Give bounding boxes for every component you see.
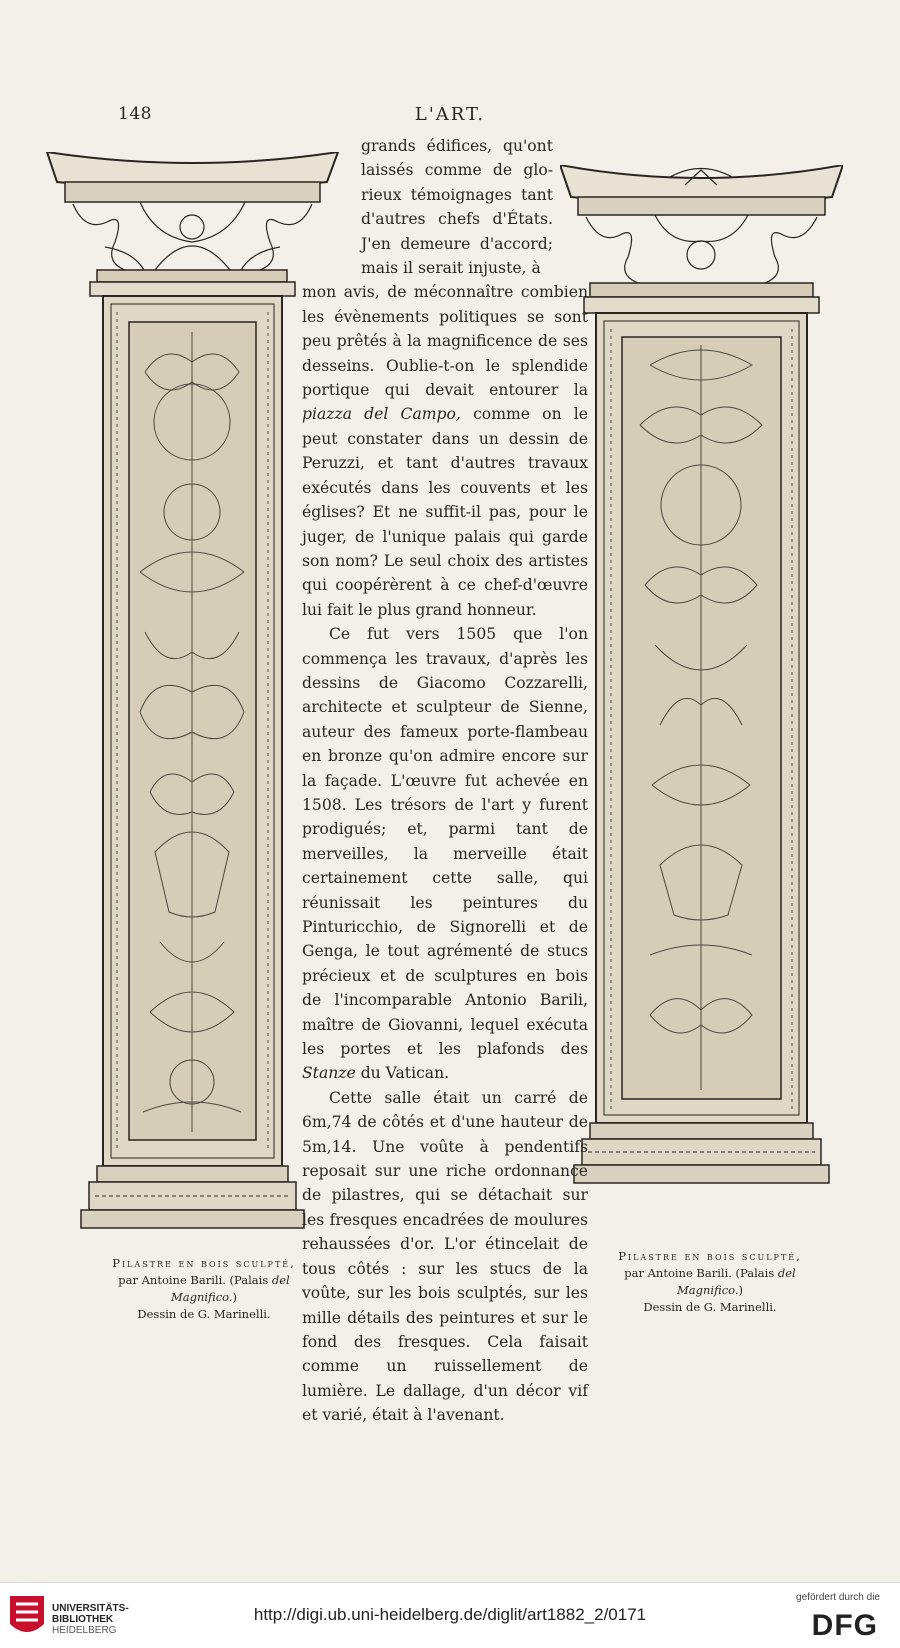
caption-title: Pilastre en bois sculpté,: [112, 1256, 296, 1270]
running-head: [0, 104, 900, 130]
text-line: laissés comme de glo-: [361, 161, 553, 180]
paragraph-1: mon avis, de méconnaître combien les évènements politiques se sont peu prêtés à la magnificence de ses desseins. Oublie-t-on le splendide portique qui devait entourer la piazza del Campo, comme on le peut constater dans un dessin de Peruzzi, et tant d'autres travaux exécutés dans les couvents et les églises? Et ne suffit-il pas, pour le juger, de l'unique palais qui garde son nom? Le seul choix des artistes qui coopérèrent à ce chef-d'œuvre lui fait le plus grand honneur.: [302, 283, 588, 619]
funding-note: gefördert durch die: [796, 1592, 880, 1603]
caption-left: [88, 1255, 320, 1323]
page-number: 148: [118, 104, 152, 124]
permalink-url[interactable]: http://digi.ub.uni-heidelberg.de/diglit/art1882_2/0171: [253, 1605, 647, 1624]
paragraph-2: Ce fut vers 1505 que l'on commença les travaux, d'après les dessins de Giacomo Cozzarelli, architecte et sculpteur de Sienne, auteur des fameux porte-flambeau en bronze qu'on admire encore sur la façade. L'œuvre fut achevée en 1508. Les trésors de l'art y furent prodigués; et, parmi tant de merveilles, la merveille était certainement cette salle, qui réunissait les peintures du Pinturicchio, de Signorelli et de Genga, le tout agrémenté de stucs précieux et de sculptures en bois de l'incomparable Antonio Barili, maître de Giovanni, lequel exécuta les portes et les plafonds des Stanze du Vatican.: [302, 625, 588, 1083]
article-text: [302, 134, 588, 1428]
pilaster-illustration-right: [560, 165, 843, 1213]
text-line: d'autres chefs d'États.: [361, 210, 553, 229]
caption-right: [590, 1248, 830, 1316]
caption-attribution: par Antoine Barili. (Palais del Magnifico.): [118, 1273, 290, 1304]
university-name[interactable]: UNIVERSITÄTS- BIBLIOTHEK HEIDELBERG: [52, 1603, 129, 1636]
pilaster-illustration-left: [45, 152, 340, 1246]
dfg-logo[interactable]: DFG: [811, 1609, 878, 1642]
text-line: rieux témoignages tant: [361, 185, 553, 204]
caption-credit: Dessin de G. Marinelli.: [137, 1307, 271, 1321]
paragraph-3: Cette salle était un carré de 6m,74 de côtés et d'une hauteur de 5m,14. Une voûte à pendentifs reposait sur une riche ordonnance de pilastres, qui se détachait sur les fresques encadrées de moulures rehaussées d'or. L'or étincelait de tous côtés : sur les stucs de la voûte, sur les bois sculptés, sur les mille détails des peintures et sur le fond des fresques. Cela faisait comme un ruissellement de lumière. Le dallage, d'un décor vif et varié, était à l'avenant.: [302, 1088, 588, 1425]
journal-title: L'ART.: [414, 104, 486, 125]
caption-credit: Dessin de G. Marinelli.: [643, 1300, 777, 1314]
text-line: J'en demeure d'accord;: [361, 234, 553, 253]
caption-attribution: par Antoine Barili. (Palais del Magnifico.): [624, 1266, 796, 1297]
digitization-footer: [0, 1582, 900, 1648]
text-line: mais il serait injuste, à: [361, 259, 541, 278]
caption-title: Pilastre en bois sculpté,: [618, 1249, 802, 1263]
text-line: grands édifices, qu'ont: [361, 137, 553, 155]
paragraph-intro-narrow: [361, 134, 553, 280]
